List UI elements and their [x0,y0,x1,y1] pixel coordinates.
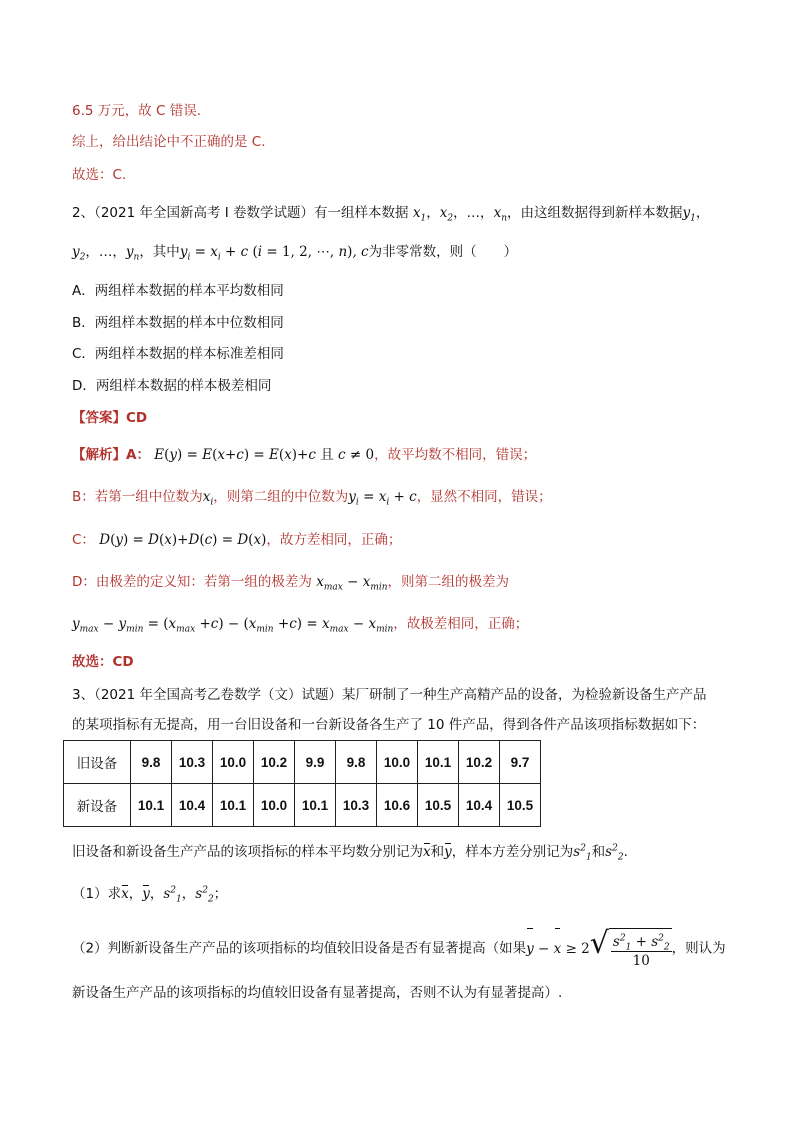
table-cell: 9.9 [295,741,336,784]
table-cell: 10.4 [172,784,213,827]
table-row-label: 旧设备 [64,741,131,784]
q2-stem-line-2: $y_2$，…，$y_n$，其中$y_i = x_i + c$ (i = 1, 2, ⋯, n), c为非零常数，则（ ） [72,244,518,263]
q2-analysis-c: C： D(y) = D(x)+D(c) = D(x)，故方差相同，正确； [72,532,402,548]
table-cell: 9.8 [131,741,172,784]
table-cell: 10.6 [377,784,418,827]
table-cell: 10.2 [459,741,500,784]
table-cell: 10.1 [131,784,172,827]
q3-part-2: （2）判断新设备生产产品的该项指标的均值较旧设备是否有显著提高（如果y − x ≥ 2 √ $\frac{s^2_1 + s^2_2}{10}$ ，则认为 [72,924,726,973]
q2-choose: 故选：CD [72,654,134,670]
data-table [63,740,541,827]
prev-choose: 故选：C. [72,167,127,183]
q2-option-b: B．两组样本数据的样本中位数相同 [72,315,284,331]
table-cell: 9.7 [500,741,541,784]
q3-stem-line-1: 3、（2021 年全国高考乙卷数学（文）试题）某厂研制了一种生产高精产品的设备，为检验新设备生产产品 [72,687,707,703]
q3-part-2-line-2: 新设备生产产品的该项指标的均值较旧设备有显著提高，否则不认为有显著提高）. [72,985,563,1001]
table-cell: 10.3 [172,741,213,784]
table-row-new [64,784,541,827]
table-cell: 10.4 [459,784,500,827]
table-cell: 10.2 [254,741,295,784]
table-cell: 10.5 [418,784,459,827]
table-row-label: 新设备 [64,784,131,827]
prev-line-2: 综上，给出结论中不正确的是 C. [72,134,266,150]
q2-option-c: C．两组样本数据的样本标准差相同 [72,346,284,362]
table-cell: 10.1 [213,784,254,827]
table-cell: 9.8 [336,741,377,784]
q2-analysis-d: D：由极差的定义知：若第一组的极差为 $x_{max} - x_{min}$，则第二组的极差为 [72,574,510,593]
table-cell: 10.3 [336,784,377,827]
table-cell: 10.0 [377,741,418,784]
table-cell: 10.0 [213,741,254,784]
q2-option-d: D．两组样本数据的样本极差相同 [72,378,272,394]
q2-analysis-a: 【解析】A： E(y) = E(x+c) = E(x)+c 且 c ≠ 0，故平均数不相同，错误； [72,447,537,463]
q2-analysis-b: B：若第一组中位数为$x_i$，则第二组的中位数为$y_i = x_i + c$，显然不相同，错误； [72,489,552,508]
q3-after-table: 旧设备和新设备生产产品的该项指标的样本平均数分别记为x和y，样本方差分别记为$s^2_1$和$s^2_2$. [72,843,628,863]
sqrt-expression: √ $\frac{s^2_1 + s^2_2}{10}$ [590,924,672,973]
table-row-old [64,741,541,784]
prev-line-1: 6.5 万元，故 C 错误. [72,103,202,119]
table-cell: 10.5 [500,784,541,827]
q2-option-a: A．两组样本数据的样本平均数相同 [72,283,284,299]
q3-part-1: （1）求x，y，$s^2_1$，$s^2_2$； [72,885,228,905]
table-cell: 10.1 [295,784,336,827]
q2-answer: 【答案】CD [72,410,148,426]
q2-analysis-d-2: $y_{max} - y_{min} = (x_{max} +c) - (x_{min} +c) = x_{max} - x_{min}$，故极差相同，正确； [72,616,529,635]
table-cell: 10.1 [418,741,459,784]
table-cell: 10.0 [254,784,295,827]
q2-stem-line-1: 2、（2021 年全国新高考 I 卷数学试题）有一组样本数据 $x_1$，$x_2$，…，$x_n$，由这组数据得到新样本数据$y_1$， [72,205,710,224]
q3-stem-line-2: 的某项指标有无提高，用一台旧设备和一台新设备各生产了 10 件产品，得到各件产品该项指标数据如下： [72,717,706,733]
